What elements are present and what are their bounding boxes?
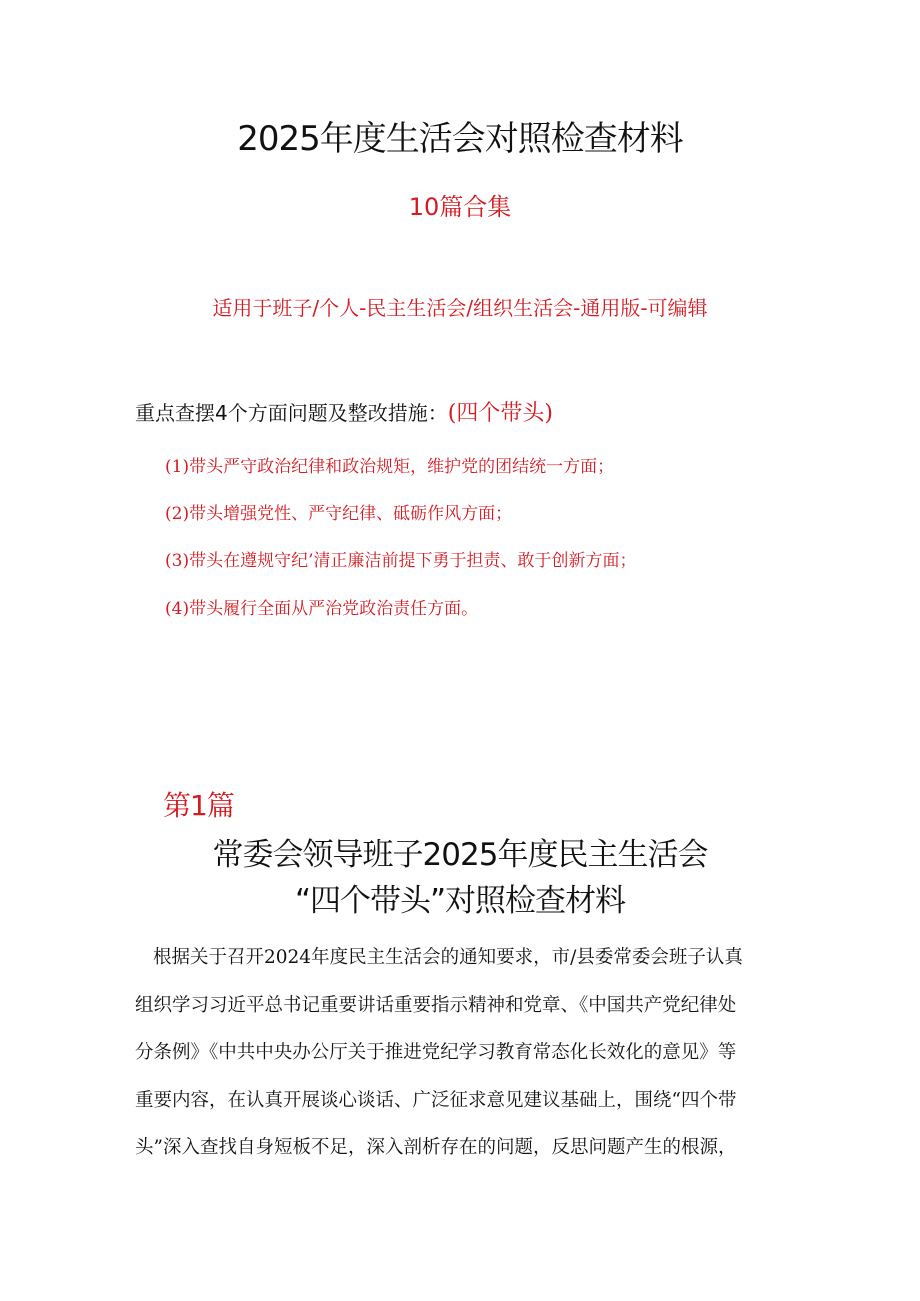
body-line: 头”深入查找自身短板不足，深入剖析存在的问题，反思问题产生的根源， [135,1137,737,1159]
body-line: 重要内容，在认真开展谈心谈话、广泛征求意见建议基础上，围绕“四个带 [135,1089,737,1111]
focus-heading [135,395,553,432]
document-subtitle: 10篇合集 [408,193,512,221]
focus-item-2: (2)带头增强党性、严守纪律、砥砺作风方面； [165,504,513,524]
chapter-title-line-1: 常委会领导班子2025年度民主生活会 [212,837,708,873]
document-title: 2025年度生活会对照检查材料 [237,119,683,159]
scope-note: 适用于班子/个人-民主生活会/组织生活会-通用版-可编辑 [212,296,708,320]
focus-item-4: (4)带头履行全面从严治党政治责任方面。 [165,599,479,619]
focus-label: 重点查摆4个方面问题及整改措施： [135,401,448,425]
chapter-title-line-2: “四个带头”对照检查材料 [294,883,626,919]
body-line: 根据关于召开2024年度民主生活会的通知要求，市/县委常委会班子认真 [153,947,743,968]
focus-paren: (四个带头) [447,401,553,426]
body-line: 分条例》《中共中央办公厅关于推进党纪学习教育常态化长效化的意见》等 [135,1042,737,1064]
chapter-label: 第1篇 [163,789,234,822]
body-line: 组织学习习近平总书记重要讲话重要指示精神和党章、《中国共产党纪律处 [135,994,737,1016]
focus-item-3: (3)带头在遵规守纪’清正廉洁前提下勇于担责、敢于创新方面； [165,551,637,571]
body-paragraph [135,934,825,1172]
focus-item-1: (1)带头严守政治纪律和政治规矩，维护党的团结统一方面； [165,457,615,477]
